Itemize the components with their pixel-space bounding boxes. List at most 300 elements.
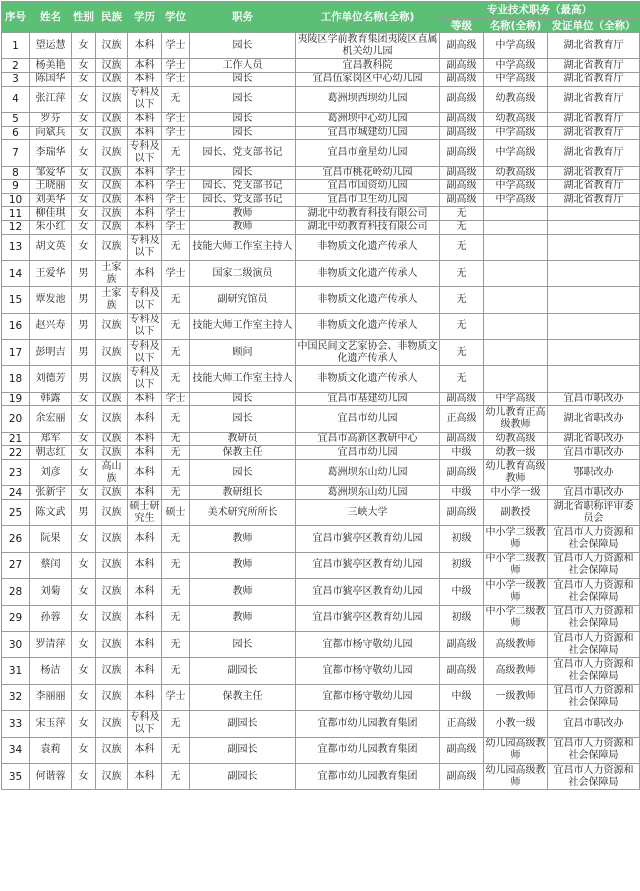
education-cell: 本科 xyxy=(128,72,162,86)
issuer-cell: 宜昌市人力资源和社会保障局 xyxy=(548,763,640,789)
position-cell: 副园长 xyxy=(190,737,296,763)
workplace-cell: 葛洲坝东山幼儿园 xyxy=(296,460,440,486)
gender-cell: 女 xyxy=(72,166,96,180)
level-cell: 副高级 xyxy=(440,500,484,526)
issuer-cell: 宜昌市人力资源和社会保障局 xyxy=(548,605,640,631)
degree-cell: 学士 xyxy=(162,684,190,710)
position-cell: 副研究馆员 xyxy=(190,287,296,313)
gender-cell: 女 xyxy=(72,112,96,126)
position-cell: 教研组长 xyxy=(190,486,296,500)
level-cell: 中级 xyxy=(440,486,484,500)
title-name-cell xyxy=(484,366,548,392)
position-cell: 副园长 xyxy=(190,658,296,684)
level-cell: 副高级 xyxy=(440,86,484,112)
title-name-cell: 中小学二级教师 xyxy=(484,605,548,631)
ethnicity-cell: 汉族 xyxy=(96,446,128,460)
level-cell: 副高级 xyxy=(440,460,484,486)
position-cell: 园长 xyxy=(190,72,296,86)
gender-cell: 男 xyxy=(72,313,96,339)
education-cell: 本科 xyxy=(128,631,162,657)
issuer-cell: 宜昌市职改办 xyxy=(548,392,640,406)
degree-cell: 无 xyxy=(162,552,190,578)
workplace-cell: 宜昌市高新区教研中心 xyxy=(296,432,440,446)
degree-cell: 学士 xyxy=(162,112,190,126)
education-cell: 本科 xyxy=(128,605,162,631)
table-row xyxy=(2,220,640,234)
issuer-cell: 湖北省教育厅 xyxy=(548,140,640,166)
level-cell: 初级 xyxy=(440,605,484,631)
gender-cell: 女 xyxy=(72,460,96,486)
gender-cell: 女 xyxy=(72,552,96,578)
header-education: 学历 xyxy=(128,2,162,33)
degree-cell: 无 xyxy=(162,86,190,112)
education-cell: 本科 xyxy=(128,552,162,578)
position-cell: 工作人员 xyxy=(190,59,296,73)
title-name-cell: 一级教师 xyxy=(484,684,548,710)
title-name-cell: 副教授 xyxy=(484,500,548,526)
gender-cell: 女 xyxy=(72,684,96,710)
title-name-cell: 小教一级 xyxy=(484,711,548,737)
row-index: 25 xyxy=(2,500,30,526)
person-name: 余宏丽 xyxy=(30,406,72,432)
position-cell: 园长、党支部书记 xyxy=(190,140,296,166)
gender-cell: 女 xyxy=(72,72,96,86)
gender-cell: 男 xyxy=(72,366,96,392)
education-cell: 本科 xyxy=(128,166,162,180)
row-index: 20 xyxy=(2,406,30,432)
person-name: 何谐蓉 xyxy=(30,763,72,789)
row-index: 31 xyxy=(2,658,30,684)
issuer-cell xyxy=(548,260,640,286)
position-cell: 保教主任 xyxy=(190,684,296,710)
header-title-name: 名称(全称) xyxy=(484,19,548,33)
issuer-cell: 湖北省职称评审委员会 xyxy=(548,500,640,526)
title-name-cell: 高级教师 xyxy=(484,658,548,684)
gender-cell: 女 xyxy=(72,711,96,737)
workplace-cell: 宜昌市卫生幼儿园 xyxy=(296,193,440,207)
row-index: 23 xyxy=(2,460,30,486)
issuer-cell: 宜昌市人力资源和社会保障局 xyxy=(548,658,640,684)
table-row xyxy=(2,140,640,166)
row-index: 14 xyxy=(2,260,30,286)
issuer-cell: 宜昌市职改办 xyxy=(548,446,640,460)
education-cell: 本科 xyxy=(128,112,162,126)
position-cell: 园长 xyxy=(190,166,296,180)
row-index: 29 xyxy=(2,605,30,631)
gender-cell: 女 xyxy=(72,180,96,194)
level-cell: 副高级 xyxy=(440,33,484,59)
position-cell: 园长 xyxy=(190,631,296,657)
degree-cell: 学士 xyxy=(162,260,190,286)
table-row xyxy=(2,193,640,207)
row-index: 27 xyxy=(2,552,30,578)
education-cell: 本科 xyxy=(128,180,162,194)
ethnicity-cell: 汉族 xyxy=(96,86,128,112)
table-row xyxy=(2,234,640,260)
education-cell: 本科 xyxy=(128,486,162,500)
person-name: 邹爱华 xyxy=(30,166,72,180)
ethnicity-cell: 汉族 xyxy=(96,486,128,500)
degree-cell: 硕士 xyxy=(162,500,190,526)
gender-cell: 女 xyxy=(72,446,96,460)
degree-cell: 学士 xyxy=(162,72,190,86)
gender-cell: 男 xyxy=(72,500,96,526)
title-name-cell: 中学高级 xyxy=(484,72,548,86)
level-cell: 无 xyxy=(440,234,484,260)
table-header xyxy=(2,2,640,33)
degree-cell: 无 xyxy=(162,631,190,657)
person-name: 向斌兵 xyxy=(30,126,72,140)
person-name: 刘德芳 xyxy=(30,366,72,392)
degree-cell: 无 xyxy=(162,313,190,339)
title-name-cell: 高级教师 xyxy=(484,631,548,657)
table-row xyxy=(2,392,640,406)
issuer-cell xyxy=(548,366,640,392)
position-cell: 教师 xyxy=(190,207,296,221)
degree-cell: 无 xyxy=(162,737,190,763)
education-cell: 本科 xyxy=(128,392,162,406)
title-name-cell xyxy=(484,234,548,260)
table-row xyxy=(2,605,640,631)
ethnicity-cell: 汉族 xyxy=(96,500,128,526)
gender-cell: 女 xyxy=(72,126,96,140)
education-cell: 本科 xyxy=(128,193,162,207)
ethnicity-cell: 汉族 xyxy=(96,737,128,763)
row-index: 5 xyxy=(2,112,30,126)
workplace-cell: 葛洲坝东山幼儿园 xyxy=(296,486,440,500)
ethnicity-cell: 汉族 xyxy=(96,166,128,180)
person-name: 李瑞华 xyxy=(30,140,72,166)
title-name-cell: 幼教一级 xyxy=(484,446,548,460)
issuer-cell: 湖北省教育厅 xyxy=(548,166,640,180)
workplace-cell: 宜都市杨守敬幼儿园 xyxy=(296,684,440,710)
gender-cell: 女 xyxy=(72,526,96,552)
level-cell: 副高级 xyxy=(440,166,484,180)
degree-cell: 无 xyxy=(162,526,190,552)
row-index: 30 xyxy=(2,631,30,657)
gender-cell: 女 xyxy=(72,579,96,605)
table-row xyxy=(2,552,640,578)
position-cell: 教师 xyxy=(190,220,296,234)
table-row xyxy=(2,366,640,392)
education-cell: 专科及以下 xyxy=(128,140,162,166)
degree-cell: 学士 xyxy=(162,126,190,140)
ethnicity-cell: 汉族 xyxy=(96,579,128,605)
degree-cell: 无 xyxy=(162,486,190,500)
workplace-cell: 非物质文化遗产传承人 xyxy=(296,260,440,286)
workplace-cell: 宜昌市猇亭区教育幼儿园 xyxy=(296,526,440,552)
header-tech-group: 专业技术职务（最高） xyxy=(440,2,640,19)
workplace-cell: 中国民间文艺家协会、非物质文化遗产传承人 xyxy=(296,340,440,366)
row-index: 21 xyxy=(2,432,30,446)
gender-cell: 男 xyxy=(72,260,96,286)
position-cell: 美术研究所所长 xyxy=(190,500,296,526)
degree-cell: 无 xyxy=(162,432,190,446)
row-index: 1 xyxy=(2,33,30,59)
level-cell: 正高级 xyxy=(440,711,484,737)
education-cell: 本科 xyxy=(128,432,162,446)
position-cell: 园长 xyxy=(190,460,296,486)
level-cell: 无 xyxy=(440,366,484,392)
title-name-cell: 幼儿园高级教师 xyxy=(484,763,548,789)
education-cell: 专科及以下 xyxy=(128,366,162,392)
degree-cell: 学士 xyxy=(162,392,190,406)
table-body xyxy=(2,33,640,790)
row-index: 11 xyxy=(2,207,30,221)
degree-cell: 学士 xyxy=(162,207,190,221)
person-name: 王爱华 xyxy=(30,260,72,286)
header-name: 姓名 xyxy=(30,2,72,33)
education-cell: 专科及以下 xyxy=(128,234,162,260)
title-name-cell xyxy=(484,207,548,221)
row-index: 8 xyxy=(2,166,30,180)
position-cell: 技能大师工作室主持人 xyxy=(190,234,296,260)
level-cell: 副高级 xyxy=(440,432,484,446)
workplace-cell: 宜昌伍家岗区中心幼儿园 xyxy=(296,72,440,86)
row-index: 7 xyxy=(2,140,30,166)
table-row xyxy=(2,180,640,194)
issuer-cell xyxy=(548,207,640,221)
table-row xyxy=(2,432,640,446)
title-name-cell: 幼教高级 xyxy=(484,112,548,126)
header-degree: 学位 xyxy=(162,2,190,33)
level-cell: 副高级 xyxy=(440,392,484,406)
workplace-cell: 宜都市杨守敬幼儿园 xyxy=(296,658,440,684)
workplace-cell: 宜昌市桃花岭幼儿园 xyxy=(296,166,440,180)
issuer-cell: 湖北省教育厅 xyxy=(548,126,640,140)
workplace-cell: 宜昌市猇亭区教育幼儿园 xyxy=(296,552,440,578)
degree-cell: 学士 xyxy=(162,166,190,180)
position-cell: 副园长 xyxy=(190,763,296,789)
row-index: 34 xyxy=(2,737,30,763)
table-row xyxy=(2,313,640,339)
level-cell: 中级 xyxy=(440,684,484,710)
title-name-cell: 中学高级 xyxy=(484,126,548,140)
title-name-cell xyxy=(484,220,548,234)
level-cell: 副高级 xyxy=(440,59,484,73)
table-row xyxy=(2,340,640,366)
gender-cell: 女 xyxy=(72,220,96,234)
education-cell: 本科 xyxy=(128,526,162,552)
person-name: 罗清萍 xyxy=(30,631,72,657)
workplace-cell: 宜昌市猇亭区教育幼儿园 xyxy=(296,605,440,631)
ethnicity-cell: 汉族 xyxy=(96,406,128,432)
education-cell: 专科及以下 xyxy=(128,86,162,112)
person-name: 蔡闰 xyxy=(30,552,72,578)
level-cell: 无 xyxy=(440,220,484,234)
education-cell: 专科及以下 xyxy=(128,287,162,313)
degree-cell: 学士 xyxy=(162,33,190,59)
education-cell: 专科及以下 xyxy=(128,340,162,366)
header-ethnicity: 民族 xyxy=(96,2,128,33)
table-row xyxy=(2,684,640,710)
title-name-cell: 中小学二级教师 xyxy=(484,552,548,578)
issuer-cell xyxy=(548,313,640,339)
workplace-cell: 宜昌市基建幼儿园 xyxy=(296,392,440,406)
gender-cell: 女 xyxy=(72,763,96,789)
position-cell: 副园长 xyxy=(190,711,296,737)
ethnicity-cell: 汉族 xyxy=(96,126,128,140)
person-name: 胡文英 xyxy=(30,234,72,260)
row-index: 16 xyxy=(2,313,30,339)
workplace-cell: 宜都市幼儿园教育集团 xyxy=(296,763,440,789)
degree-cell: 无 xyxy=(162,658,190,684)
level-cell: 副高级 xyxy=(440,193,484,207)
person-name: 张新宇 xyxy=(30,486,72,500)
position-cell: 教师 xyxy=(190,605,296,631)
ethnicity-cell: 汉族 xyxy=(96,763,128,789)
person-name: 赵兴寿 xyxy=(30,313,72,339)
table-row xyxy=(2,287,640,313)
title-name-cell: 中学高级 xyxy=(484,392,548,406)
education-cell: 本科 xyxy=(128,446,162,460)
ethnicity-cell: 汉族 xyxy=(96,180,128,194)
ethnicity-cell: 汉族 xyxy=(96,526,128,552)
level-cell: 副高级 xyxy=(440,658,484,684)
issuer-cell xyxy=(548,234,640,260)
workplace-cell: 葛洲坝中心幼儿园 xyxy=(296,112,440,126)
row-index: 18 xyxy=(2,366,30,392)
gender-cell: 女 xyxy=(72,33,96,59)
person-name: 柳佳琪 xyxy=(30,207,72,221)
level-cell: 正高级 xyxy=(440,406,484,432)
ethnicity-cell: 汉族 xyxy=(96,340,128,366)
table-row xyxy=(2,406,640,432)
education-cell: 本科 xyxy=(128,126,162,140)
row-index: 6 xyxy=(2,126,30,140)
gender-cell: 女 xyxy=(72,392,96,406)
ethnicity-cell: 汉族 xyxy=(96,193,128,207)
table-row xyxy=(2,737,640,763)
title-name-cell: 中学高级 xyxy=(484,33,548,59)
workplace-cell: 三峡大学 xyxy=(296,500,440,526)
level-cell: 无 xyxy=(440,207,484,221)
table-row xyxy=(2,86,640,112)
person-name: 阮果 xyxy=(30,526,72,552)
gender-cell: 女 xyxy=(72,737,96,763)
education-cell: 本科 xyxy=(128,763,162,789)
row-index: 22 xyxy=(2,446,30,460)
level-cell: 副高级 xyxy=(440,631,484,657)
gender-cell: 女 xyxy=(72,658,96,684)
ethnicity-cell: 汉族 xyxy=(96,313,128,339)
level-cell: 副高级 xyxy=(440,763,484,789)
ethnicity-cell: 汉族 xyxy=(96,631,128,657)
ethnicity-cell: 汉族 xyxy=(96,207,128,221)
position-cell: 园长 xyxy=(190,112,296,126)
position-cell: 园长 xyxy=(190,126,296,140)
table-row xyxy=(2,500,640,526)
degree-cell: 无 xyxy=(162,287,190,313)
issuer-cell: 鄂职改办 xyxy=(548,460,640,486)
education-cell: 本科 xyxy=(128,737,162,763)
workplace-cell: 宜昌市童星幼儿园 xyxy=(296,140,440,166)
row-index: 17 xyxy=(2,340,30,366)
education-cell: 本科 xyxy=(128,460,162,486)
ethnicity-cell: 汉族 xyxy=(96,605,128,631)
degree-cell: 无 xyxy=(162,340,190,366)
ethnicity-cell: 高山族 xyxy=(96,460,128,486)
gender-cell: 女 xyxy=(72,432,96,446)
row-index: 32 xyxy=(2,684,30,710)
level-cell: 中级 xyxy=(440,579,484,605)
issuer-cell: 湖北省教育厅 xyxy=(548,59,640,73)
degree-cell: 无 xyxy=(162,366,190,392)
person-name: 覃发池 xyxy=(30,287,72,313)
row-index: 4 xyxy=(2,86,30,112)
workplace-cell: 湖北中幼教育科技有限公司 xyxy=(296,220,440,234)
position-cell: 园长 xyxy=(190,392,296,406)
header-level: 等级 xyxy=(440,19,484,33)
person-name: 袁莉 xyxy=(30,737,72,763)
level-cell: 初级 xyxy=(440,552,484,578)
header-workplace: 工作单位名称(全称) xyxy=(296,2,440,33)
gender-cell: 女 xyxy=(72,86,96,112)
row-index: 12 xyxy=(2,220,30,234)
gender-cell: 女 xyxy=(72,59,96,73)
header-position: 职务 xyxy=(190,2,296,33)
person-name: 罗芬 xyxy=(30,112,72,126)
position-cell: 园长 xyxy=(190,33,296,59)
title-name-cell: 中学高级 xyxy=(484,180,548,194)
title-name-cell: 中小学一级教师 xyxy=(484,579,548,605)
level-cell: 无 xyxy=(440,260,484,286)
row-index: 33 xyxy=(2,711,30,737)
row-index: 26 xyxy=(2,526,30,552)
row-index: 28 xyxy=(2,579,30,605)
person-name: 陈国华 xyxy=(30,72,72,86)
header-gender: 性别 xyxy=(72,2,96,33)
workplace-cell: 宜昌市猇亭区教育幼儿园 xyxy=(296,579,440,605)
ethnicity-cell: 汉族 xyxy=(96,112,128,126)
table-row xyxy=(2,72,640,86)
issuer-cell: 湖北省教育厅 xyxy=(548,193,640,207)
person-name: 望运慧 xyxy=(30,33,72,59)
level-cell: 副高级 xyxy=(440,180,484,194)
workplace-cell: 非物质文化遗产传承人 xyxy=(296,313,440,339)
issuer-cell: 宜昌市人力资源和社会保障局 xyxy=(548,526,640,552)
level-cell: 无 xyxy=(440,313,484,339)
table-row xyxy=(2,711,640,737)
title-name-cell: 幼教高级 xyxy=(484,86,548,112)
issuer-cell: 湖北省教育厅 xyxy=(548,112,640,126)
ethnicity-cell: 汉族 xyxy=(96,234,128,260)
row-index: 9 xyxy=(2,180,30,194)
issuer-cell: 宜昌市人力资源和社会保障局 xyxy=(548,631,640,657)
issuer-cell: 宜昌市人力资源和社会保障局 xyxy=(548,552,640,578)
gender-cell: 男 xyxy=(72,340,96,366)
title-name-cell: 幼儿教育正高级教师 xyxy=(484,406,548,432)
issuer-cell: 湖北省职改办 xyxy=(548,432,640,446)
title-name-cell: 幼儿教育高级教师 xyxy=(484,460,548,486)
table-row xyxy=(2,59,640,73)
degree-cell: 学士 xyxy=(162,59,190,73)
gender-cell: 女 xyxy=(72,605,96,631)
workplace-cell: 宜都市杨守敬幼儿园 xyxy=(296,631,440,657)
workplace-cell: 非物质文化遗产传承人 xyxy=(296,234,440,260)
table-row xyxy=(2,579,640,605)
person-name: 彭明吉 xyxy=(30,340,72,366)
gender-cell: 女 xyxy=(72,234,96,260)
level-cell: 副高级 xyxy=(440,112,484,126)
education-cell: 本科 xyxy=(128,684,162,710)
table-row xyxy=(2,460,640,486)
ethnicity-cell: 汉族 xyxy=(96,220,128,234)
workplace-cell: 宜都市幼儿园教育集团 xyxy=(296,711,440,737)
ethnicity-cell: 汉族 xyxy=(96,392,128,406)
title-name-cell: 中学高级 xyxy=(484,59,548,73)
ethnicity-cell: 汉族 xyxy=(96,140,128,166)
